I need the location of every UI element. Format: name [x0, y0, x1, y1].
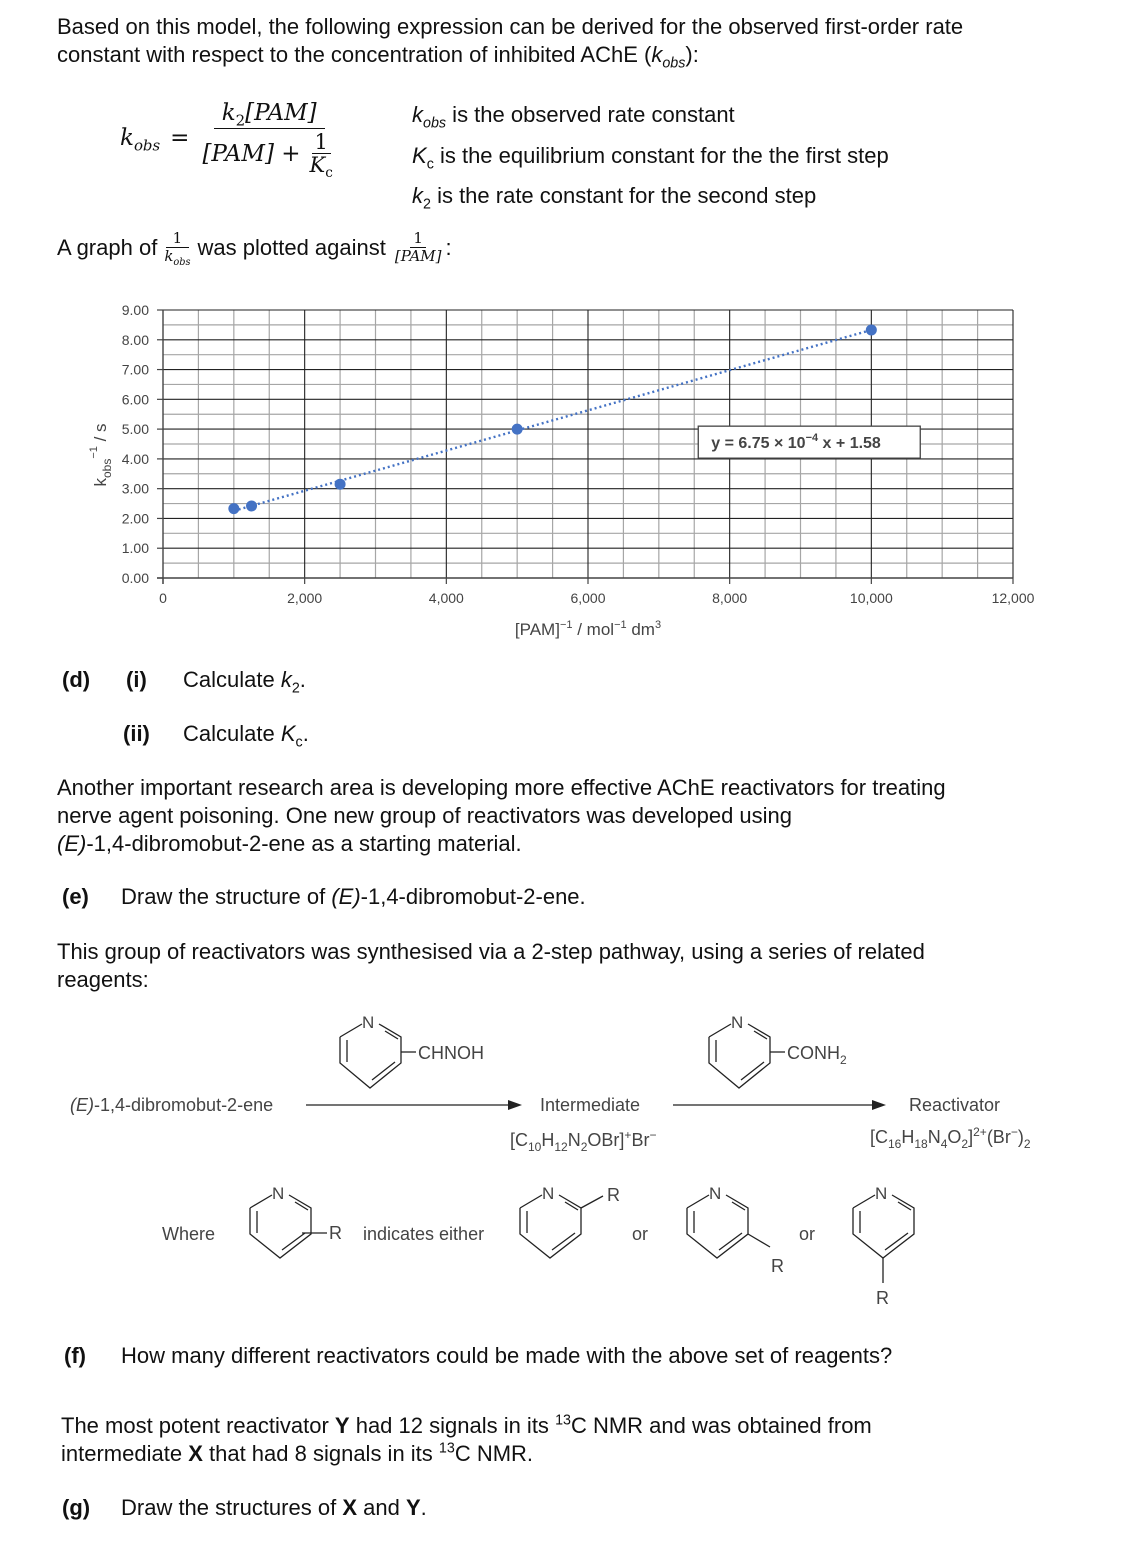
data-point — [866, 324, 877, 335]
p4-post: C NMR and was obtained from — [570, 1413, 872, 1438]
frac-k: k — [164, 247, 174, 265]
oxime-group-label: CHNOH — [418, 1043, 484, 1063]
pyridine-3-substituted — [687, 1195, 770, 1258]
y-tick-label: 5.00 — [121, 421, 149, 438]
y-tick-label: 8.00 — [121, 331, 149, 348]
definitions-list — [412, 95, 889, 217]
intermediate-formula: $[C_{10}H_{12}N_2OBr]^+Br^-$ — [510, 1128, 657, 1154]
x-tick-label: 0 — [159, 590, 167, 606]
intro-text: constant with respect to the concentration of inhibited AChE ( — [57, 42, 652, 67]
trendline-equation-box — [698, 426, 920, 458]
frac-den — [161, 247, 193, 268]
g-y: Y — [405, 1495, 421, 1520]
d-i-sub: 2 — [291, 680, 300, 697]
p4-mid: had 12 signals in its — [349, 1413, 556, 1438]
question-d-i-label: (i) — [126, 667, 147, 692]
d-i-sym: k — [280, 667, 292, 692]
ring-nitrogen-label: N — [709, 1184, 722, 1203]
d-ii-sym: K — [280, 721, 296, 746]
para4-line1 — [61, 1412, 872, 1440]
pyridine-4-substituted — [853, 1195, 914, 1283]
para2-line1: Another important research area is developing more effective AChE reactivators for treating — [57, 775, 946, 800]
y-tick-label: 1.00 — [121, 540, 149, 557]
y-tick-label: 9.00 — [121, 302, 149, 318]
eq-exponent: −4 — [805, 432, 819, 445]
intermediate-label: Intermediate — [540, 1095, 641, 1115]
graph-intro-post: : — [445, 234, 452, 260]
p4-mid2: that had 8 signals in its — [202, 1441, 439, 1466]
equation-label — [711, 432, 881, 452]
y-tick-label: 0.00 — [121, 570, 149, 586]
indicates-label: indicates either — [363, 1224, 485, 1244]
paragraph-nmr — [61, 1412, 872, 1468]
num-k: k — [221, 100, 236, 126]
one-over-pam — [392, 230, 445, 265]
x-tick-label: 4,000 — [428, 590, 464, 606]
y-axis-label: $k_{obs}^{-1}$ / s — [88, 423, 114, 487]
def-text: is the rate constant for the second step — [430, 183, 817, 208]
paragraph-reactivators — [57, 774, 946, 858]
definition-k2 — [412, 176, 889, 217]
question-d-ii-text — [183, 720, 309, 751]
ring-nitrogen-label: N — [272, 1184, 285, 1203]
y-tick-label: 7.00 — [121, 361, 149, 378]
equals-sign: = — [170, 125, 190, 151]
question-f-text: How many different reactivators could be made with the above set of reagents? — [121, 1343, 893, 1368]
para2-line2: nerve agent poisoning. One new group of reactivators was developed using — [57, 803, 793, 828]
d-ii-text: Calculate — [183, 721, 281, 746]
data-point — [335, 479, 346, 490]
graph-intro — [57, 229, 452, 268]
one-over-kobs — [161, 229, 193, 268]
kobs-equation — [120, 100, 339, 182]
reaction-scheme — [0, 1000, 1135, 1320]
starting-material-label: (E)-1,4-dibromobut-2-ene — [70, 1095, 274, 1115]
or-label: or — [632, 1224, 649, 1244]
or-label: or — [799, 1224, 816, 1244]
question-e-label: (e) — [62, 884, 89, 909]
one-over-kc — [307, 130, 336, 182]
one: 1 — [312, 131, 331, 154]
num-sub: 2 — [235, 111, 246, 130]
data-point — [246, 500, 257, 511]
kobs-plot — [0, 290, 1135, 650]
question-d-i — [126, 666, 147, 694]
reactivator-label: Reactivator — [909, 1095, 1001, 1115]
def-sym: K — [412, 142, 427, 168]
para2-e: (E) — [57, 831, 87, 856]
compound-x: X — [188, 1441, 203, 1466]
x-tick-label: 6,000 — [570, 590, 606, 606]
d-i-end: . — [299, 667, 306, 692]
graph-intro-pre: A graph of — [57, 234, 158, 260]
ring-nitrogen-label: N — [731, 1013, 744, 1032]
reaction-arrow-2 — [673, 1100, 886, 1110]
x-axis-label: [PAM]$^{-1}$ / mol$^{-1}$ $dm^3$ — [514, 619, 662, 639]
r-group-label: R — [876, 1288, 889, 1308]
frac-den: [PAM] — [394, 247, 442, 265]
y-tick-label: 6.00 — [121, 391, 149, 408]
where-label: Where — [162, 1224, 216, 1244]
kobs-subscript: obs — [662, 55, 686, 72]
isotope-13: 13 — [555, 1412, 571, 1429]
lhs-sub: obs — [133, 136, 161, 155]
frac-num: 1 — [410, 230, 426, 248]
graph-intro-mid: was plotted against — [197, 234, 386, 260]
e-pre: Draw the structure of — [121, 884, 332, 909]
ring-nitrogen-label: N — [542, 1184, 555, 1203]
r-group-label: R — [771, 1256, 784, 1276]
para3-line2: reagents: — [57, 967, 149, 992]
ring-nitrogen-label: N — [875, 1184, 888, 1203]
x-tick-label: 10,000 — [849, 590, 893, 606]
question-e-text — [121, 883, 586, 911]
d-i-text: Calculate — [183, 667, 281, 692]
def-sub: c — [426, 155, 434, 172]
equation-numerator — [214, 100, 325, 129]
def-sub: obs — [423, 115, 447, 132]
r-group-label: R — [607, 1185, 620, 1205]
paragraph-synthesis — [57, 938, 925, 994]
num-pam: [PAM] — [245, 100, 317, 126]
para3-line1: This group of reactivators was synthesised via a 2-step pathway, using a series of related — [57, 939, 925, 964]
definition-kobs — [412, 95, 889, 136]
amide-group-label: $CONH_2$ — [787, 1043, 847, 1067]
pyridine-generic-r — [250, 1195, 327, 1258]
equation-fraction — [199, 100, 338, 182]
question-f — [64, 1342, 86, 1370]
equation-lhs — [120, 125, 161, 155]
question-d — [62, 666, 90, 694]
intro-text-end: ): — [685, 42, 699, 67]
p4-pre: The most potent reactivator — [61, 1413, 335, 1438]
kc-sub: c — [325, 165, 333, 182]
d-ii-end: . — [302, 721, 309, 746]
y-tick-label: 3.00 — [121, 480, 149, 497]
frac-sub: obs — [173, 257, 191, 268]
intro-line-1: Based on this model, the following expression can be derived for the observed first-order rate — [57, 14, 964, 39]
kc-k: K — [309, 153, 326, 177]
def-sym: k — [412, 183, 423, 208]
question-g-text — [121, 1494, 427, 1522]
reaction-arrow-1 — [306, 1100, 522, 1110]
question-d-label: (d) — [62, 667, 91, 692]
kc — [307, 153, 336, 182]
question-f-label: (f) — [64, 1343, 86, 1368]
y-tick-label: 2.00 — [121, 510, 149, 527]
data-point — [512, 424, 523, 435]
e-post: -1,4-dibromobut-2-ene. — [360, 884, 586, 909]
lhs-k: k — [120, 125, 134, 151]
question-d-i-text — [183, 666, 306, 697]
question-d-ii-label: (ii) — [123, 721, 150, 746]
x-tick-labels — [159, 590, 1035, 606]
question-g-label: (g) — [62, 1495, 91, 1520]
para2-text: -1,4-dibromobut-2-ene as a starting material. — [86, 831, 522, 856]
def-text: is the observed rate constant — [446, 102, 735, 127]
y-tick-labels — [122, 302, 149, 586]
def-sym: k — [412, 102, 423, 127]
question-d-ii — [123, 720, 150, 748]
den-pam: [PAM] + — [202, 140, 301, 167]
pyridine-amide-reagent — [709, 1024, 785, 1088]
e-it: (E) — [331, 884, 361, 909]
question-e — [62, 883, 89, 911]
g-x: X — [342, 1495, 357, 1520]
compound-y: Y — [334, 1413, 350, 1438]
intro-paragraph — [57, 13, 964, 72]
pyridine-oxime-reagent — [340, 1024, 416, 1088]
kobs-symbol: k — [651, 42, 663, 67]
definition-kc — [412, 136, 889, 177]
eq-rest: x + 1.58 — [818, 435, 881, 453]
x-tick-label: 12,000 — [991, 590, 1035, 606]
frac-num: 1 — [166, 230, 190, 248]
g-pre: Draw the structures of — [121, 1495, 343, 1520]
pyridine-2-substituted — [520, 1195, 603, 1258]
reactivator-formula: $[C_{16}H_{18}N_4O_2]^{2+}(Br^-)_2$ — [870, 1125, 1031, 1151]
x-tick-label: 2,000 — [287, 590, 323, 606]
intro-line-2 — [57, 41, 963, 72]
para2-line3 — [57, 830, 946, 858]
data-point — [228, 503, 239, 514]
question-g — [62, 1494, 90, 1522]
ring-nitrogen-label: N — [362, 1013, 375, 1032]
x-tick-label: 8,000 — [712, 590, 748, 606]
p4-pre2: intermediate — [61, 1441, 189, 1466]
g-and: and — [357, 1495, 406, 1520]
r-group-label: R — [329, 1223, 342, 1243]
eq-main: y = 6.75 × 10 — [711, 435, 806, 453]
equation-denominator — [199, 129, 338, 182]
g-end: . — [420, 1495, 427, 1520]
def-text: is the equilibrium constant for the the first step — [433, 142, 889, 168]
def-sub: 2 — [423, 196, 431, 213]
d-ii-sub: c — [295, 734, 303, 751]
p4-post2: C NMR. — [454, 1441, 534, 1466]
para4-line2 — [61, 1440, 872, 1468]
isotope-13: 13 — [438, 1440, 455, 1457]
y-tick-label: 4.00 — [121, 450, 149, 467]
